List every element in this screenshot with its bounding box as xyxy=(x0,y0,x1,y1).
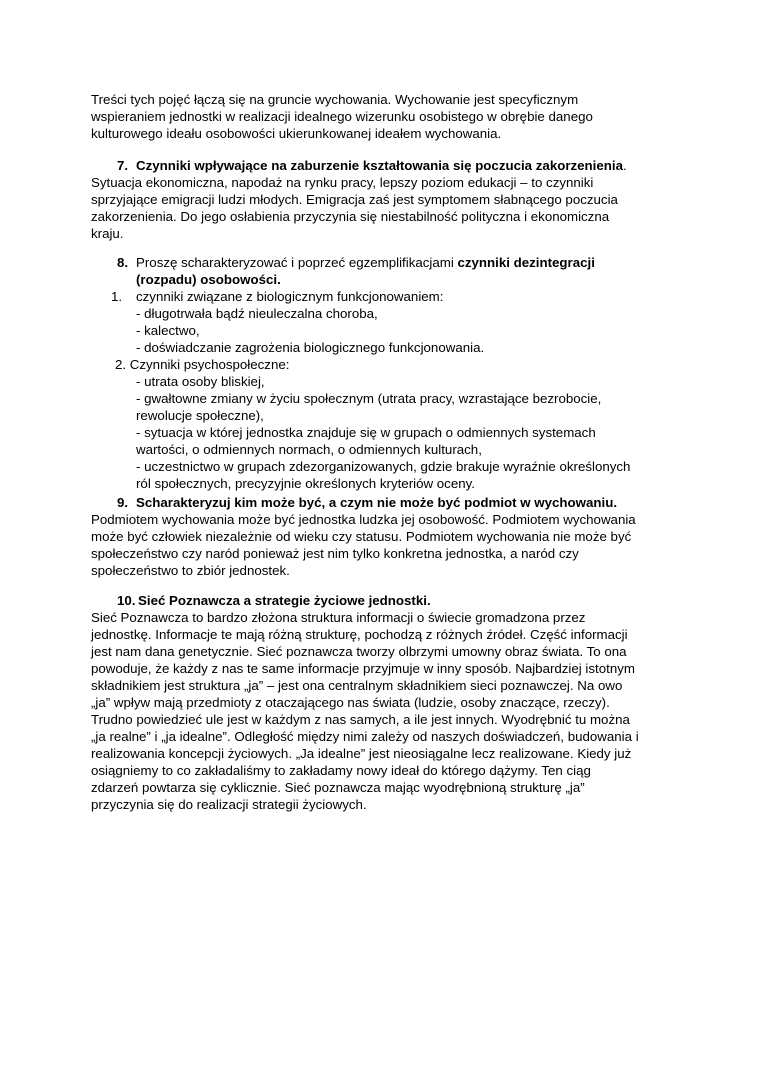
q8-title-bold: czynniki dezintegracji xyxy=(457,255,595,270)
q8-group2-item: - sytuacja w której jednostka znajduje się w grupach o odmiennych systemach xyxy=(136,425,596,440)
q8-group1-number: 1. xyxy=(111,289,123,304)
intro-line: wspieraniem jednostki w realizacji idealnego wizerunku osobistego w obrębie danego xyxy=(91,109,593,124)
q7-answer-line: zakorzenienia. Do jego osłabienia przyczynia się niestabilność polityczna i ekonomiczna xyxy=(91,209,610,224)
q8-title-normal: Proszę scharakteryzować i poprzeć egzemplifikacjami xyxy=(136,255,458,270)
q10-answer-line: „ja realne” i „ja idealne”. Odległość między nimi zależy od naszych doświadczeń, budowania i xyxy=(91,729,639,744)
q8-group2-item: rewolucje społeczne), xyxy=(136,408,264,423)
q7-answer-line: kraju. xyxy=(91,226,124,241)
intro-line: kulturowego ideału osobowości ukierunkowanej ideałem wychowania. xyxy=(91,126,502,141)
q9-answer-line: społeczeństwo czy naród ponieważ jest nim tylko konkretna jednostka, a naród czy xyxy=(91,546,579,561)
q10-answer-line: Sieć Poznawcza to bardzo złożona struktura informacji o świecie gromadzona przez xyxy=(91,610,586,625)
q8-group1-item: - kalectwo, xyxy=(136,323,200,338)
q10-number: 10. xyxy=(117,593,136,608)
q8-group2-title: 2. Czynniki psychospołeczne: xyxy=(115,357,290,372)
q8-group1-item: - doświadczanie zagrożenia biologicznego funkcjonowania. xyxy=(136,340,485,355)
q8-title-line2: (rozpadu) osobowości. xyxy=(136,272,281,287)
q7-answer-line: Sytuacja ekonomiczna, napodaż na rynku pracy, lepszy poziom edukacji – to czynniki xyxy=(91,175,594,190)
q10-answer-line: przyczynia się do realizacji strategii życiowych. xyxy=(91,797,367,812)
q10-answer-line: „ja” wpływ mają przedmioty z otaczającego nas świata (ludzie, osoby znaczące, rzeczy). xyxy=(91,695,610,710)
q8-heading xyxy=(136,254,595,271)
q9-title: Scharakteryzuj kim może być, a czym nie może być podmiot w wychowaniu. xyxy=(136,495,618,510)
q10-answer-line: zdarzeń powtarza się cyklicznie. Sieć poznawcza mając wyodrębnioną strukturę „ja” xyxy=(91,780,585,795)
q9-answer-line: może być człowiek niezależnie od wieku czy statusu. Podmiotem wychowania nie może być xyxy=(91,529,632,544)
q7-number: 7. xyxy=(117,158,129,173)
q7-title: Czynniki wpływające na zaburzenie kształtowania się poczucia zakorzenienia xyxy=(136,158,623,173)
q10-answer-line: jest nam dana genetycznie. Sieć poznawcza tworzy olbrzymi umowny obraz świata. To ona xyxy=(91,644,627,659)
q8-number: 8. xyxy=(117,255,129,270)
q10-answer-line: Trudno powiedzieć ule jest w każdym z nas samych, a ile jest innych. Wyodrębnić tu można xyxy=(91,712,630,727)
q10-answer-line: osiągniemy to co zakładaliśmy to zakładamy nowy ideał do którego dążymy. Ten ciąg xyxy=(91,763,591,778)
q10-title: Sieć Poznawcza a strategie życiowe jednostki. xyxy=(138,593,431,608)
q7-heading xyxy=(136,157,627,174)
q10-answer-line: jednostkę. Informacje te mają różną strukturę, pochodzą z różnych źródeł. Część informacji xyxy=(91,627,628,642)
intro-line: Treści tych pojęć łączą się na gruncie wychowania. Wychowanie jest specyficznym xyxy=(91,92,579,107)
q8-group2-item: - gwałtowne zmiany w życiu społecznym (utrata pracy, wzrastające bezrobocie, xyxy=(136,391,602,406)
q10-answer-line: powoduje, że każdy z nas te same informacje przyjmuje w inny sposób. Najbardziej istotnym xyxy=(91,661,635,676)
q10-answer-line: realizowania koncepcji życiowych. „Ja idealne” jest nieosiągalne lecz realizowane. Kiedy już xyxy=(91,746,632,761)
q9-number: 9. xyxy=(117,495,129,510)
q8-group2-item: ról społecznych, precyzyjnie określonych kryteriów oceny. xyxy=(136,476,475,491)
q9-answer-line: Podmiotem wychowania może być jednostka ludzka jej osobowość. Podmiotem wychowania xyxy=(91,512,636,527)
q8-group1-item: - długotrwała bądź nieuleczalna choroba, xyxy=(136,306,378,321)
q8-group2-item: - utrata osoby bliskiej, xyxy=(136,374,265,389)
q10-answer-line: składnikiem jest struktura „ja” – jest ona centralnym składnikiem sieci poznawczej. Na owo xyxy=(91,678,623,693)
q9-answer-line: społeczeństwo to zbiór jednostek. xyxy=(91,563,290,578)
q7-title-end: . xyxy=(622,158,627,173)
q7-answer-line: sprzyjające emigracji ludzi młodych. Emigracja zaś jest symptomem słabnącego poczucia xyxy=(91,192,618,207)
q8-group1-title: czynniki związane z biologicznym funkcjonowaniem: xyxy=(136,289,444,304)
q8-group2-item: wartości, o odmiennych normach, o odmiennych kulturach, xyxy=(136,442,482,457)
q8-group2-item: - uczestnictwo w grupach zdezorganizowanych, gdzie brakuje wyraźnie określonych xyxy=(136,459,631,474)
